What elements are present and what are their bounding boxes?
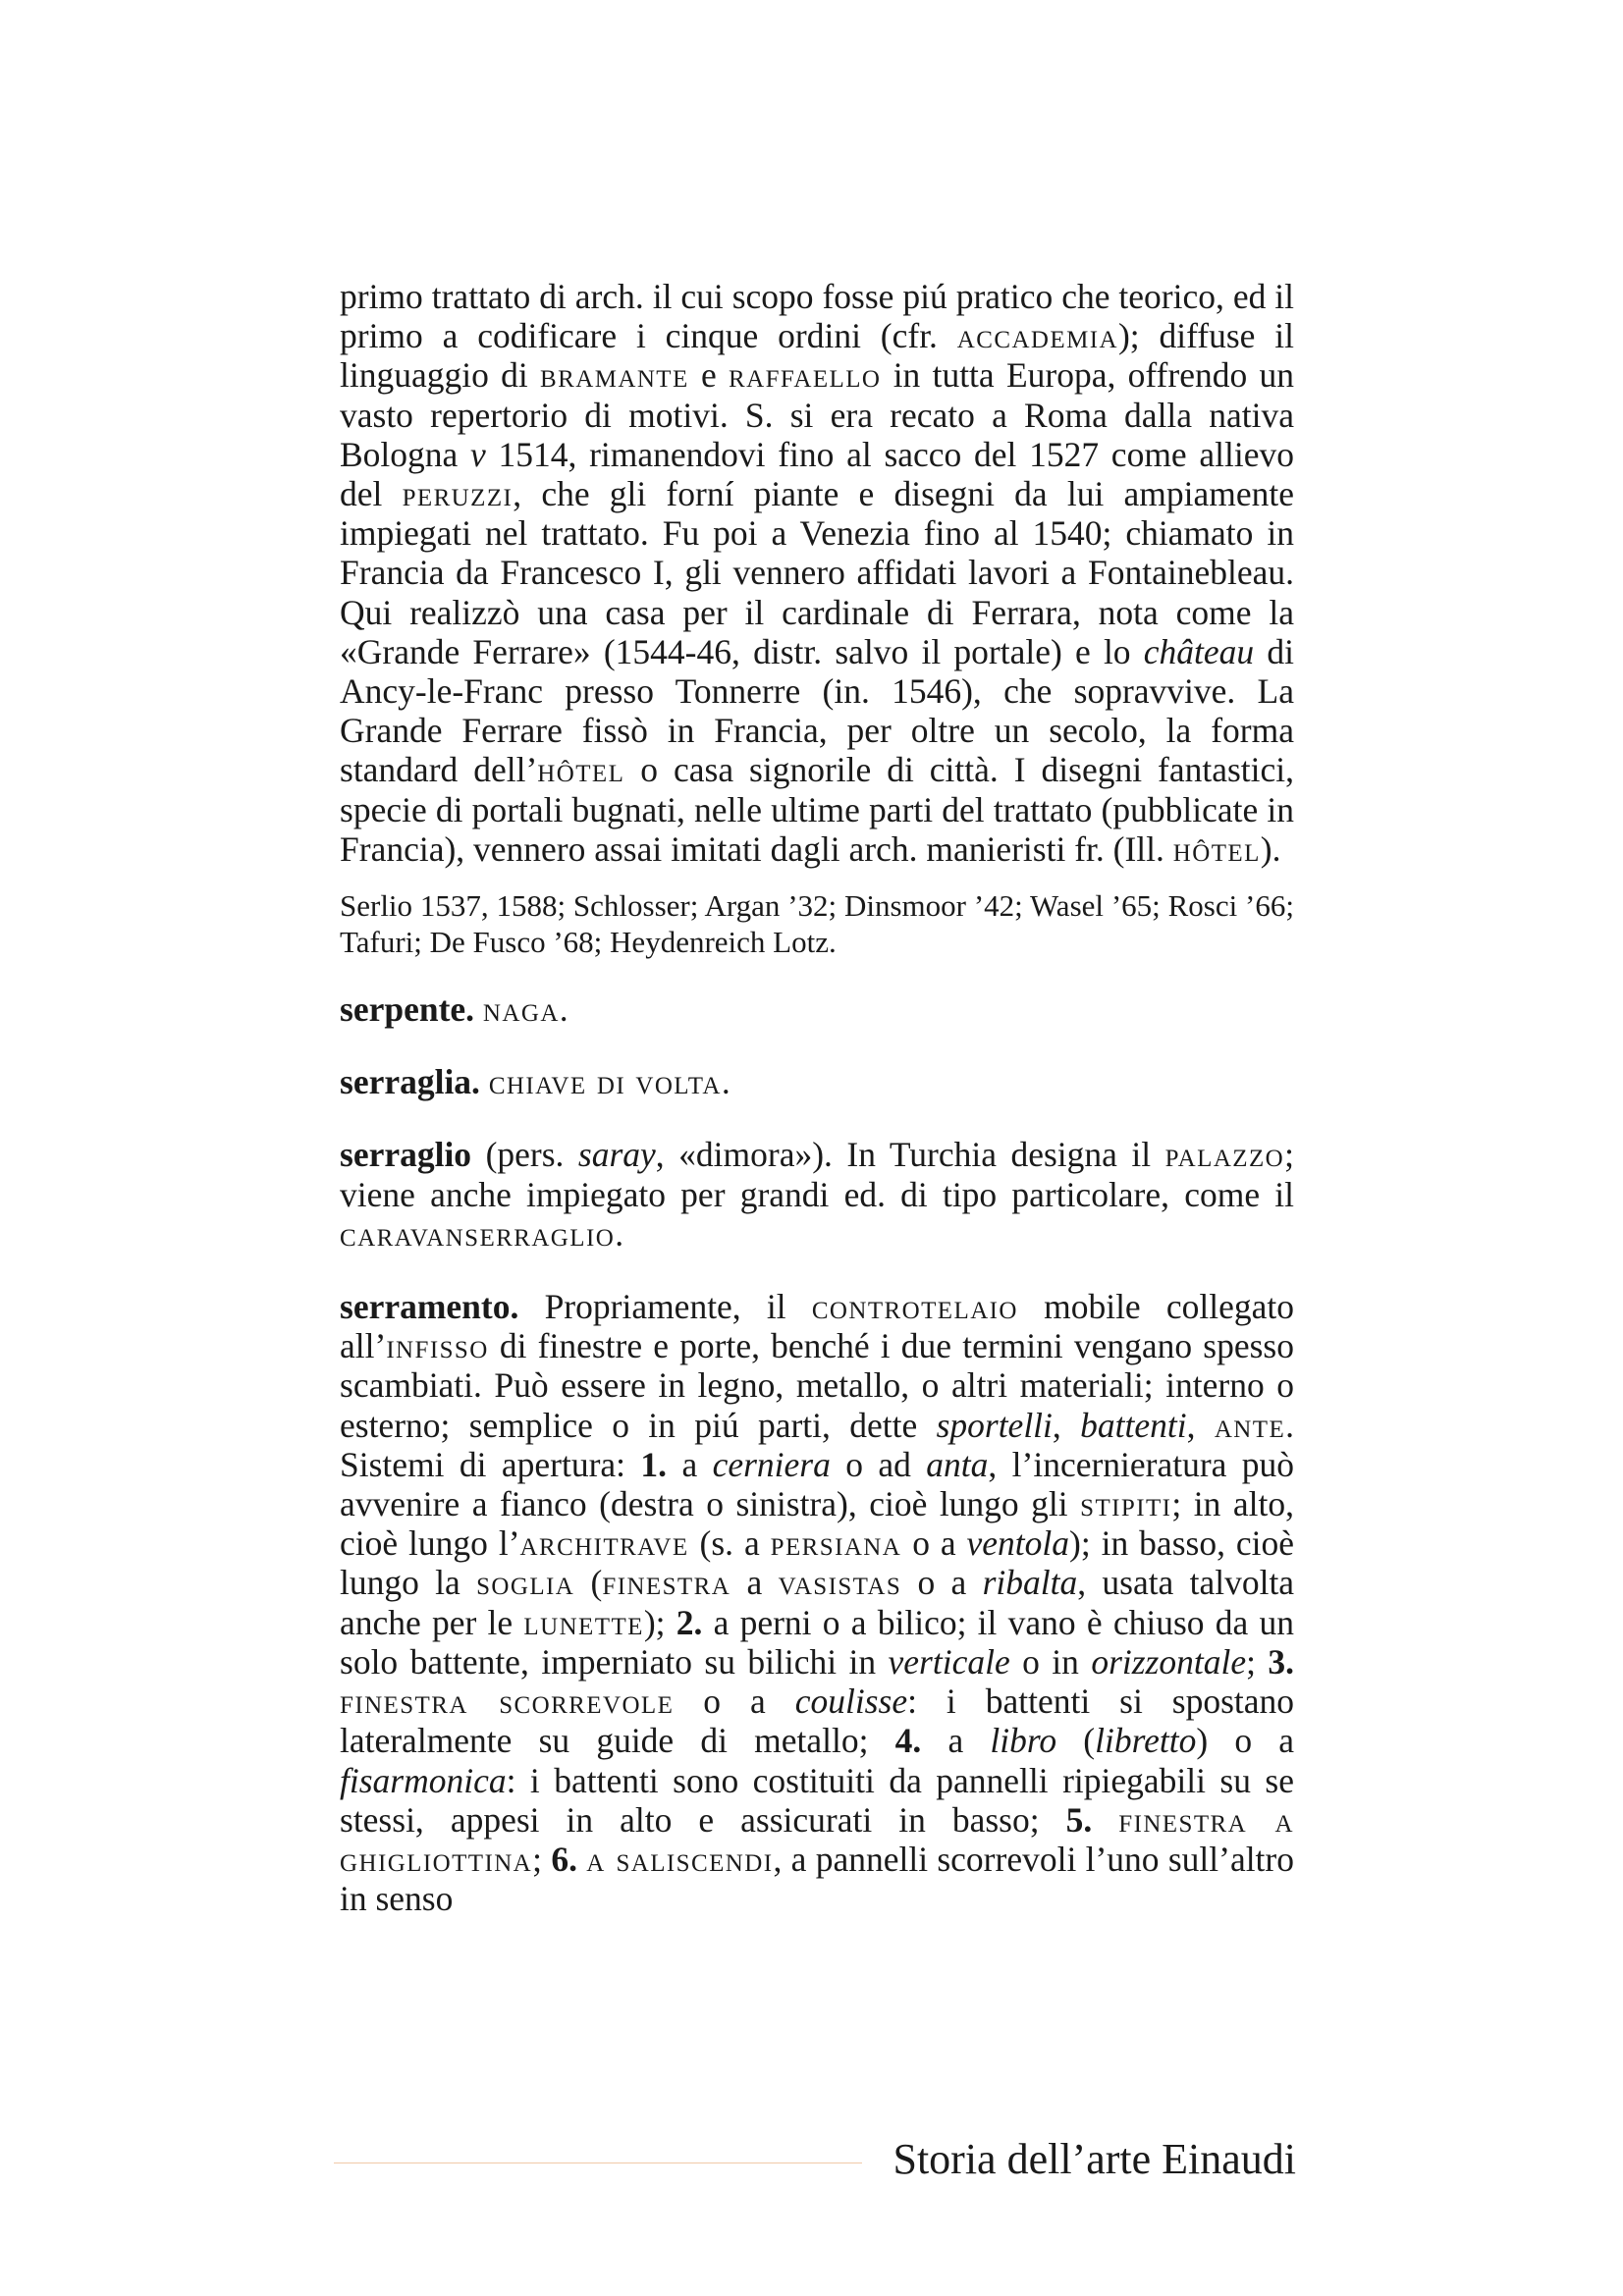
cross-ref-stipiti[interactable]: stipiti [1080,1484,1172,1524]
italic-text: fisarmonica [340,1760,507,1800]
body-text: , a pannelli scorrevoli l’uno sull’altro in senso [340,1839,1294,1919]
text-column [340,277,1294,1918]
cross-ref-architrave[interactable]: architrave [519,1523,689,1564]
body-text: o in [1022,1641,1079,1682]
serlio-entry-continuation [340,277,1294,869]
cross-ref-raffaello[interactable]: raffaello [729,355,882,396]
list-number: 3. [1268,1641,1295,1682]
cross-ref-finestra-scorrevole[interactable]: finestra scorrevole [340,1682,675,1722]
body-text: , «dimora»). In Turchia designa il [655,1135,1152,1175]
headword: serramento. [340,1287,519,1327]
italic-text: ventola [966,1523,1070,1564]
cross-ref-controtelaio[interactable]: controtelaio [811,1287,1018,1327]
body-text: 1514, rimanendovi fino al sacco del 1527 come allievo del [340,434,1295,514]
cross-ref-palazzo[interactable]: palazzo [1164,1135,1285,1175]
body-text: o a [912,1523,956,1564]
list-number: 6. [551,1839,577,1879]
italic-text: cerniera [712,1444,831,1484]
body-text: ; [532,1839,543,1879]
cross-ref-chiave-di-volta[interactable]: chiave di volta. [488,1062,732,1102]
body-text: ) o a [1196,1721,1295,1761]
body-text: ; in alto, cioè lungo l’ [340,1484,1294,1564]
entry-serraglio [340,1135,1294,1254]
body-text: ( [1083,1721,1096,1761]
footer-title: Storia dell’arte Einaudi [893,2135,1296,2183]
body-text: ). [1260,828,1281,869]
body-text: o a [917,1563,967,1603]
headword: serpente. [340,989,475,1030]
cross-ref-ante[interactable]: ante [1214,1405,1286,1445]
italic-text: verticale [888,1641,1010,1682]
cross-ref-bramante[interactable]: bramante [540,355,689,396]
body-text: ); diffuse il linguaggio di [340,316,1294,396]
list-number: 2. [676,1602,703,1642]
entry-serpente [340,989,1294,1029]
entry-serraglia [340,1062,1294,1101]
italic-text: saray [577,1135,656,1175]
body-text: a [746,1563,763,1603]
italic-text: château [1143,631,1255,671]
body-text: , che gli forní piante e disegni da lui ampiamente impiegati nel trattato. Fu poi a Venezia fino al 1540; chiamato in Francia da Francesco I, gli vennero affidati lavori a Fontainebleau. Qui realizzò una casa per il cardinale di Ferrara, nota come la «Grande Ferrare» (1544-46, distr. salvo il portale) e lo [340,474,1294,671]
cross-ref-finestra[interactable]: finestra [602,1563,731,1603]
italic-text: battenti [1080,1405,1187,1445]
body-text: o casa signorile di città. I disegni fantastici, specie di portali bugnati, nelle ultime parti del trattato (pubblicate in Francia), vennero assai imitati dagli arch. manieristi fr. (Ill. [340,750,1295,869]
cross-ref-soglia[interactable]: soglia [476,1563,575,1603]
headword: serraglia. [340,1062,480,1102]
italic-text: sportelli [936,1405,1053,1445]
cross-ref-caravanserraglio[interactable]: caravanserraglio [340,1213,616,1254]
entry-serramento [340,1287,1294,1918]
body-text: mobile collegato all’ [340,1287,1294,1366]
cross-ref-peruzzi[interactable]: peruzzi [402,474,514,514]
cross-ref-accademia[interactable]: accademia [956,316,1118,356]
list-number: 4. [894,1721,922,1761]
cross-ref-persiana[interactable]: persiana [770,1523,902,1564]
italic-text: libretto [1095,1721,1197,1761]
body-text: e [700,355,717,396]
body-text: ; viene anche impiegato per grandi ed. di tipo particolare, come il [340,1135,1295,1214]
body-text: o ad [845,1444,911,1484]
cross-ref-infisso[interactable]: infisso [386,1326,489,1366]
body-text: a [681,1444,698,1484]
page-footer [334,2130,1296,2189]
list-number: 1. [640,1444,668,1484]
body-text: , l’incernieratura può avvenire a fianco (destra o sinistra), cioè lungo gli [340,1444,1295,1524]
body-text: , [1186,1405,1196,1445]
body-text: ); [643,1602,666,1642]
cross-ref-lunette[interactable]: lunette [523,1602,644,1642]
cross-ref-a-saliscendi[interactable]: a saliscendi [586,1839,774,1879]
body-text: ; [1246,1641,1256,1682]
bibliography: Serlio 1537, 1588; Schlosser; Argan ’32; Dinsmoor ’42; Wasel ’65; Rosci ’66; Tafuri; De Fusco ’68; Heydenreich Lotz. [340,888,1294,959]
cross-ref-finestra-a-ghigliottina[interactable]: finestra a ghigliottina [340,1799,1294,1879]
cross-ref-hotel[interactable]: hôtel [537,750,625,790]
cross-ref-naga[interactable]: naga. [482,989,570,1030]
body-text: (s. a [699,1523,760,1564]
body-text: : i battenti sono costituiti da pannelli ripiegabili su se stessi, appesi in alto e assicurati in basso; [340,1760,1294,1840]
body-text: o a [703,1682,766,1722]
italic-text: ribalta [982,1563,1078,1603]
italic-text: coulisse [794,1682,908,1722]
body-text: ); in basso, cioè lungo la [340,1523,1294,1603]
body-text: : i battenti si spostano lateralmente su guide di metallo; [340,1682,1295,1761]
body-text: Propriamente, il [544,1287,786,1327]
body-text: . Sistemi di apertura: [340,1405,1295,1484]
body-text: di Ancy-le-Franc presso Tonnerre (in. 1546), che sopravvive. La Grande Ferrare fissò in Francia, per oltre un secolo, la forma standard dell’ [340,631,1295,790]
italic-text: v [470,434,486,474]
italic-text: libro [990,1721,1057,1761]
headword: serraglio [340,1135,472,1175]
body-text: . [615,1213,624,1254]
body-text: di finestre e porte, benché i due termini vengano spesso scambiati. Può essere in legno, metallo, o altri materiali; interno o esterno; semplice o in piú parti, dette [340,1326,1294,1445]
body-text: , usata talvolta anche per le [340,1563,1295,1642]
body-text: ( [590,1563,603,1603]
italic-text: anta [926,1444,989,1484]
body-text: primo trattato di arch. il cui scopo fosse piú pratico che teorico, ed il primo a codificare i cinque ordini (cfr. [340,277,1294,356]
cross-ref-hotel-illustration[interactable]: hôtel [1172,828,1261,869]
body-text: , [1052,1405,1061,1445]
italic-text: orizzontale [1091,1641,1247,1682]
body-text: a perni o a bilico; il vano è chiuso da un solo battente, imperniato su bilichi in [340,1602,1295,1682]
list-number: 5. [1065,1799,1093,1840]
cross-ref-vasistas[interactable]: vasistas [778,1563,902,1603]
body-text: a [947,1721,964,1761]
body-text: (pers. [485,1135,565,1175]
body-text: in tutta Europa, offrendo un vasto repertorio di motivi. S. si era recato a Roma dalla nativa Bologna [340,355,1294,474]
